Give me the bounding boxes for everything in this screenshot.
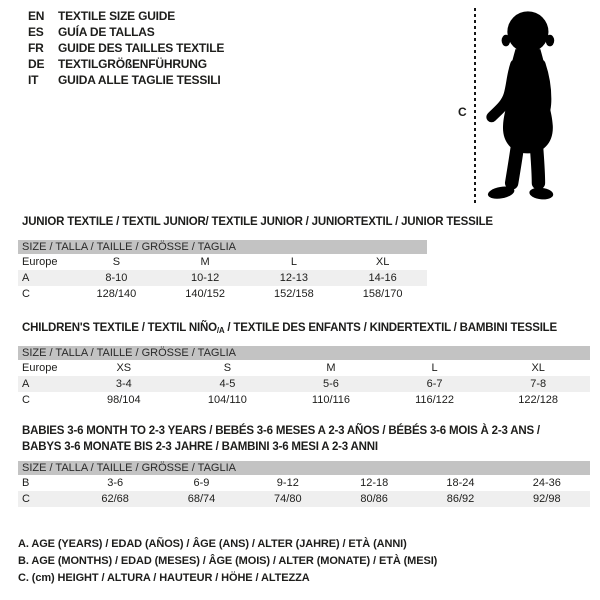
size-value: 110/116 bbox=[311, 394, 351, 406]
size-value: 3-4 bbox=[115, 378, 132, 390]
size-value: XS bbox=[116, 362, 132, 374]
table-row-c bbox=[18, 286, 427, 302]
size-header-bar: SIZE / TALLA / TAILLE / GRÖSSE / TAGLIA bbox=[18, 461, 590, 475]
children-section-title bbox=[22, 320, 557, 337]
height-measure-dashed-line bbox=[474, 8, 476, 205]
size-value: 104/110 bbox=[207, 394, 247, 406]
lang-code: EN bbox=[28, 9, 45, 23]
row-label: Europe bbox=[22, 362, 58, 374]
size-value: 140/152 bbox=[185, 288, 225, 300]
size-value: L bbox=[290, 256, 297, 268]
size-value: L bbox=[431, 362, 438, 374]
size-value: 74/80 bbox=[274, 493, 302, 505]
size-value: M bbox=[326, 362, 336, 374]
lang-row-it bbox=[28, 72, 224, 88]
lang-row-de bbox=[28, 56, 224, 72]
size-value: 80/86 bbox=[360, 493, 388, 505]
measure-legend bbox=[18, 536, 437, 587]
size-value: 158/170 bbox=[362, 288, 403, 300]
size-value: 24-36 bbox=[532, 477, 561, 489]
row-label: Europe bbox=[22, 256, 58, 268]
row-label: C bbox=[22, 394, 30, 406]
lang-label: GUIDA ALLE TAGLIE TESSILI bbox=[58, 73, 221, 87]
lang-row-es bbox=[28, 24, 224, 40]
size-value: 9-12 bbox=[276, 477, 299, 489]
size-value: 68/74 bbox=[187, 493, 216, 505]
size-value: 86/92 bbox=[446, 493, 475, 505]
babies-size-table bbox=[18, 461, 590, 507]
size-value: 4-5 bbox=[219, 378, 236, 390]
babies-section-title bbox=[22, 423, 540, 455]
children-title-sub: /A bbox=[216, 326, 225, 335]
lang-label: TEXTILGRÖßENFÜHRUNG bbox=[58, 57, 207, 71]
children-size-table bbox=[18, 346, 590, 408]
lang-label: GUÍA DE TALLAS bbox=[58, 25, 155, 39]
size-header-bar: SIZE / TALLA / TAILLE / GRÖSSE / TAGLIA bbox=[18, 346, 590, 360]
language-title-list bbox=[28, 8, 224, 88]
table-row-a bbox=[18, 376, 590, 392]
size-value: 14-16 bbox=[368, 272, 397, 284]
children-title-pre: CHILDREN'S TEXTILE / TEXTIL NIÑO bbox=[22, 322, 217, 334]
lang-code: IT bbox=[28, 73, 39, 87]
table-row-europe bbox=[18, 254, 427, 270]
row-label: C bbox=[22, 288, 30, 300]
babies-title-line2: BABYS 3-6 MONATE BIS 2-3 JAHRE / BAMBINI 3-6 MESI A 2-3 ANNI bbox=[22, 441, 378, 453]
size-value: XL bbox=[531, 362, 545, 374]
size-value: 122/128 bbox=[518, 394, 559, 406]
size-value: 3-6 bbox=[107, 477, 124, 489]
legend-line-a: A. AGE (YEARS) / EDAD (AÑOS) / ÂGE (ANS) / ALTER (JAHRE) / ETÀ (ANNI) bbox=[18, 538, 407, 550]
lang-row-en bbox=[28, 8, 224, 24]
size-value: 92/98 bbox=[533, 493, 561, 505]
size-value: M bbox=[200, 256, 210, 268]
size-value: 5-6 bbox=[323, 378, 339, 390]
table-row-b bbox=[18, 475, 590, 491]
size-value: 12-13 bbox=[279, 272, 308, 284]
size-value: S bbox=[223, 362, 232, 374]
lang-code: FR bbox=[28, 41, 44, 55]
table-row-c bbox=[18, 491, 590, 507]
size-value: 116/122 bbox=[415, 394, 455, 406]
lang-code: ES bbox=[28, 25, 44, 39]
size-value: 6-7 bbox=[426, 378, 443, 390]
size-value: 128/140 bbox=[96, 288, 137, 300]
row-label: B bbox=[22, 477, 30, 489]
babies-title-line1: BABIES 3-6 MONTH TO 2-3 YEARS / BEBÉS 3-6 MESES A 2-3 AÑOS / BÉBÉS 3-6 MOIS À 2-3 ANS / bbox=[22, 425, 540, 437]
lang-code: DE bbox=[28, 57, 45, 71]
junior-size-table bbox=[18, 240, 427, 302]
row-label: A bbox=[22, 378, 30, 390]
row-label: A bbox=[22, 272, 30, 284]
size-value: 18-24 bbox=[446, 477, 475, 489]
toddler-silhouette-icon bbox=[482, 7, 570, 207]
legend-line-b: B. AGE (MONTHS) / EDAD (MESES) / ÂGE (MOIS) / ALTER (MONATE) / ETÀ (MESI) bbox=[18, 555, 438, 567]
legend-line-c: C. (cm) HEIGHT / ALTURA / HAUTEUR / HÖHE / ALTEZZA bbox=[18, 572, 310, 584]
size-header-bar: SIZE / TALLA / TAILLE / GRÖSSE / TAGLIA bbox=[18, 240, 427, 254]
junior-section-title: JUNIOR TEXTILE / TEXTIL JUNIOR/ TEXTILE JUNIOR / JUNIORTEXTIL / JUNIOR TESSILE bbox=[22, 216, 493, 228]
table-row-c bbox=[18, 392, 590, 408]
size-value: 8-10 bbox=[105, 272, 128, 284]
children-title-post: / TEXTILE DES ENFANTS / KINDERTEXTIL / BAMBINI TESSILE bbox=[224, 322, 557, 334]
size-value: 98/104 bbox=[106, 394, 141, 406]
size-value: 10-12 bbox=[191, 272, 220, 284]
size-value: S bbox=[112, 256, 121, 268]
row-label: C bbox=[22, 493, 30, 505]
lang-label: GUIDE DES TAILLES TEXTILE bbox=[58, 41, 225, 55]
lang-row-fr bbox=[28, 40, 224, 56]
height-measure-label: C bbox=[458, 105, 467, 119]
size-value: 62/68 bbox=[101, 493, 129, 505]
lang-label: TEXTILE SIZE GUIDE bbox=[58, 9, 176, 23]
table-row-a bbox=[18, 270, 427, 286]
size-value: 152/158 bbox=[273, 288, 314, 300]
size-value: 12-18 bbox=[360, 477, 389, 489]
size-value: XL bbox=[375, 256, 390, 268]
size-value: 6-9 bbox=[193, 477, 210, 489]
size-value: 7-8 bbox=[530, 378, 547, 390]
table-row-europe bbox=[18, 360, 590, 376]
